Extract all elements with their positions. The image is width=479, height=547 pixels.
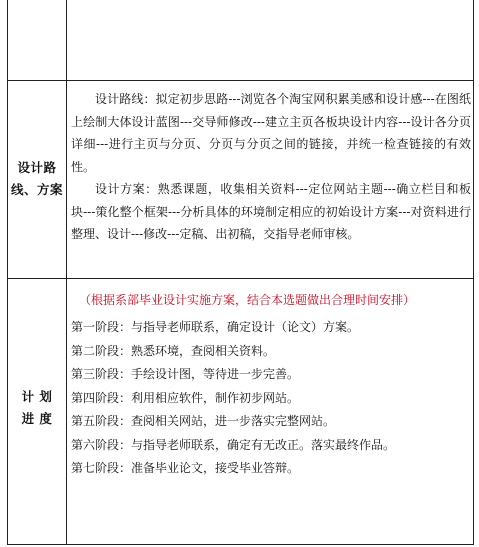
- plan-content: [71, 290, 471, 481]
- plan-step: 第三阶段：手绘设计图，等待进一步完善。: [71, 367, 300, 381]
- row-divider-top: [8, 80, 473, 81]
- column-divider: [66, 0, 67, 544]
- route-label-line1: 设计路: [17, 160, 57, 175]
- route-label: [8, 157, 66, 201]
- plan-label-line2: 进 度: [21, 411, 53, 426]
- route-paragraph-1: 设计路线：拟定初步思路---浏览各个淘宝网积累美感和设计感---在图纸上绘制大体设计蓝图---交导师修改---建立主页各板块设计内容---设计各分页详细---进行主页与分页、分页与分页之间的链接，并统一检查链接的有效性。: [71, 92, 471, 174]
- route-paragraph-2: 设计方案：熟悉课题，收集相关资料---定位网站主题---确立栏目和板块---策化整个框架---分析具体的环境制定相应的初始设计方案---对资料进行整理、设计---修改---定稿、出初稿，交指导老师审核。: [71, 182, 471, 241]
- row-divider-middle: [8, 278, 473, 279]
- plan-step: 第一阶段：与指导老师联系，确定设计（论文）方案。: [71, 320, 360, 334]
- plan-label-line1: 计 划: [21, 389, 53, 404]
- route-content: [71, 88, 471, 246]
- plan-note: （根据系部毕业设计实施方案，结合本选题做出合理时间安排）: [79, 293, 416, 307]
- plan-label: [8, 386, 66, 430]
- form-table: [7, 0, 474, 545]
- plan-step: 第五阶段：查阅相关网站，进一步落实完整网站。: [71, 414, 336, 428]
- plan-step: 第二阶段：熟悉环境，查阅相关资料。: [71, 343, 276, 358]
- plan-step: 第七阶段：准备毕业论文，接受毕业答辩。: [71, 461, 300, 475]
- route-label-line2: 线、方案: [10, 182, 63, 197]
- plan-step: 第四阶段：利用相应软件，制作初步网站。: [71, 390, 300, 405]
- plan-step: 第六阶段：与指导老师联系，确定有无改正。落实最终作品。: [71, 437, 396, 452]
